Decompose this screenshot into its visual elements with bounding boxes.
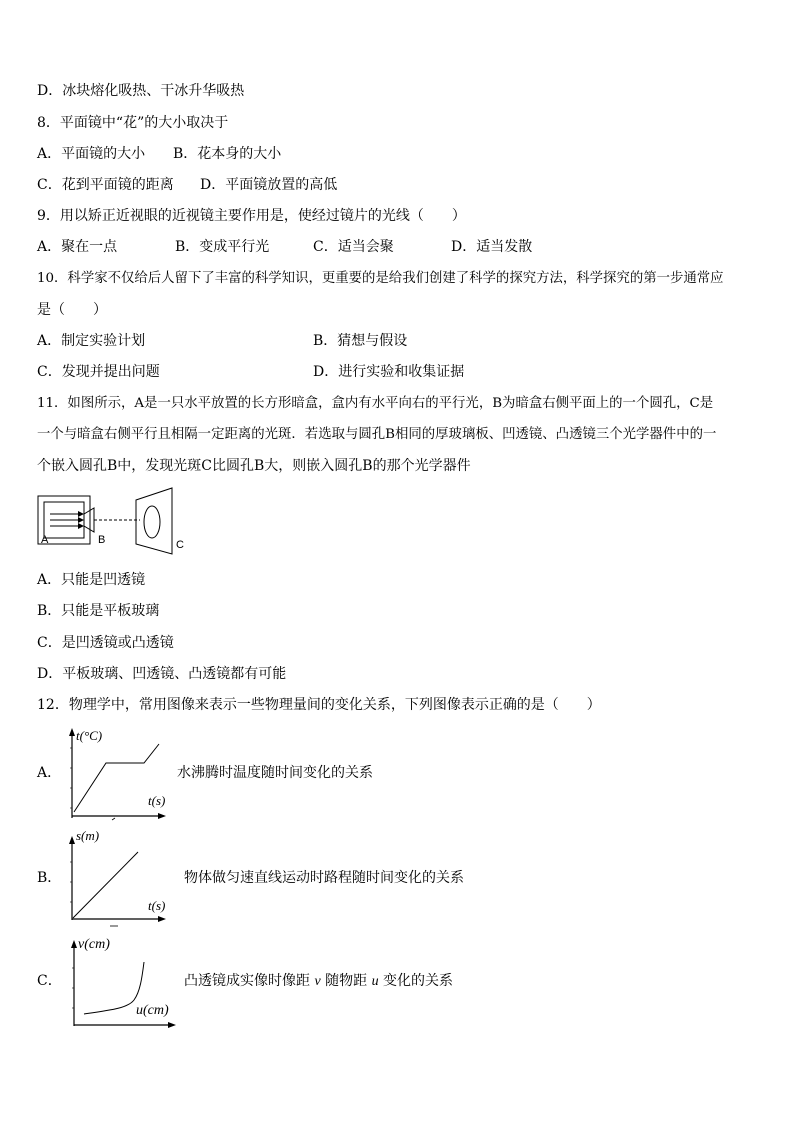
q7-option-d: D．冰块熔化吸热、干冰升华吸热: [37, 83, 245, 99]
q12-c-desc-u: u: [371, 974, 379, 989]
graph-b-y-arrow: [69, 836, 75, 844]
parallel-light-arrows: [50, 511, 84, 529]
q9-option-a: A．聚在一点: [37, 239, 118, 255]
q9-stem: 9．用以矫正近视眼的近视镜主要作用是，使经过镜片的光线（ ）: [37, 208, 466, 224]
q8-option-b: B．花本身的大小: [173, 146, 282, 162]
q12-option-b-desc: 物体做匀速直线运动时路程随时间变化的关系: [184, 870, 464, 886]
q10-stem-line1: 10．科学家不仅给后人留下了丰富的科学知识，更重要的是给我们创建了科学的探究方法，科学探究的第一步通常应: [37, 271, 724, 286]
hole-b: [84, 508, 94, 532]
q10-option-b: B．猜想与假设: [313, 333, 408, 349]
graph-c-x-label: u(cm): [136, 1003, 169, 1018]
q12-option-a-label: A．: [37, 765, 62, 781]
q11-option-c: C．是凹透镜或凸透镜: [37, 635, 174, 651]
graph-c-y-arrow: [71, 940, 77, 948]
q11-option-b: B．只能是平板玻璃: [37, 603, 160, 619]
q12-c-desc-pre: 凸透镜成实像时像距: [184, 973, 315, 989]
q11-label-b: B: [98, 534, 106, 546]
graph-b-y-label: s(m): [76, 828, 100, 843]
q9-option-c: C．适当会聚: [313, 239, 394, 255]
graph-a-x-label: t(s): [148, 793, 166, 808]
q11-option-d: D．平板玻璃、凹透镜、凸透镜都有可能: [37, 666, 287, 682]
q10-option-d: D．进行实验和收集证据: [313, 364, 465, 380]
q11-label-a: A: [41, 534, 49, 546]
light-spot-c: [144, 506, 160, 538]
q12-option-a-desc: 水沸腾时温度随时间变化的关系: [177, 765, 373, 781]
q12-option-c-desc: [184, 972, 453, 991]
q10-option-c: C．发现并提出问题: [37, 364, 160, 380]
graph-b-x-label: t(s): [148, 898, 166, 913]
q8-stem: 8．平面镜中“花”的大小取决于: [37, 115, 229, 131]
graph-a-curve: [74, 744, 159, 812]
q12-graph-b: [62, 832, 172, 932]
graph-c-y-label: v(cm): [78, 937, 110, 952]
q12-stem: 12．物理学中，常用图像来表示一些物理量间的变化关系，下列图像表示正确的是（ ）: [37, 697, 601, 713]
q12-c-desc-mid: 随物距: [320, 973, 372, 989]
q8-option-d: D．平面镜放置的高低: [200, 177, 338, 193]
q11-stem-line3: 个嵌入圆孔B中，发现光斑C比圆孔B大，则嵌入圆孔B的那个光学器件: [37, 458, 471, 474]
q12-option-c-label: C．: [37, 973, 62, 989]
q11-stem-line1: 11．如图所示，A是一只水平放置的长方形暗盒，盒内有水平向右的平行光，B为暗盒右侧平面上的一个圆孔，C是: [37, 396, 714, 411]
q11-option-a: A．只能是凹透镜: [37, 572, 146, 588]
graph-b-line: [73, 852, 138, 918]
q11-figure: [36, 486, 196, 556]
q10-stem-line2: 是（ ）: [37, 302, 107, 318]
graph-a-y-arrow: [69, 728, 75, 736]
q9-option-b: B．变成平行光: [175, 239, 270, 255]
q8-option-a: A．平面镜的大小: [37, 146, 146, 162]
graph-c-x-arrow: [168, 1022, 176, 1028]
q12-c-desc-v: v: [314, 974, 321, 989]
graph-a-y-label: t(°C): [76, 728, 103, 743]
q11-stem-line2: 一个与暗盒右侧平行且相隔一定距离的光斑．若选取与圆孔B相同的厚玻璃板、凹透镜、凸透镜三个光学器件中的一: [37, 427, 717, 442]
graph-c-curve: [84, 962, 144, 1014]
q11-label-c: C: [176, 539, 184, 551]
q9-option-d: D．适当发散: [451, 239, 533, 255]
screen-c: [136, 488, 172, 554]
q12-c-desc-post: 变化的关系: [378, 973, 454, 989]
q10-option-a: A．制定实验计划: [37, 333, 146, 349]
graph-b-x-arrow: [158, 916, 166, 922]
q8-option-c: C．花到平面镜的距离: [37, 177, 174, 193]
q12-option-b-label: B．: [37, 870, 62, 886]
graph-a-x-arrow: [158, 813, 166, 819]
